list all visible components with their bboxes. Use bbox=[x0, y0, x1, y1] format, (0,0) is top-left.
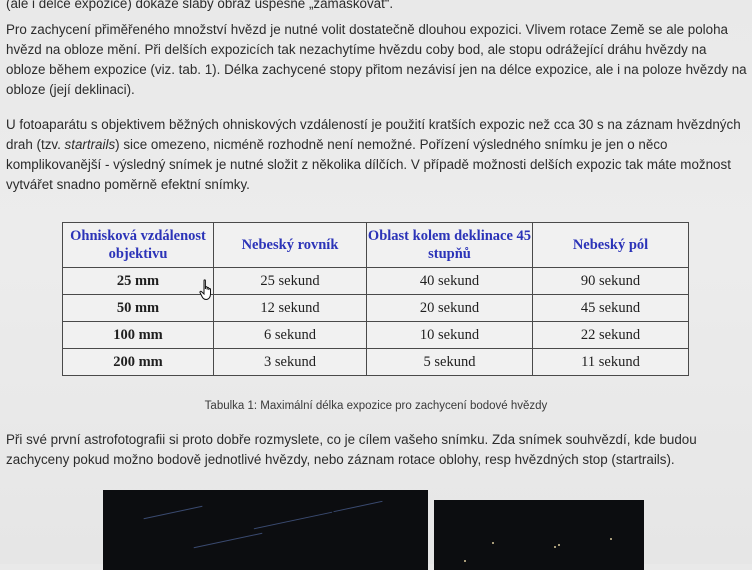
table-row bbox=[63, 322, 689, 349]
exposure-table-wrapper bbox=[62, 222, 689, 376]
header-declination-45: Oblast kolem deklinace 45 stupňů bbox=[367, 223, 533, 268]
star-points-image[interactable] bbox=[434, 500, 644, 570]
paragraph-startrails-part1: U fotoaparátu s objektivem běžných ohniskových vzdáleností je použití kratších expozic než cca 30 s na záznam hvězdných drah (tzv. bbox=[6, 117, 741, 152]
cell-focal-length: 25 mm bbox=[63, 268, 214, 295]
paragraph-exposure: Pro zachycení přiměřeného množství hvězd je nutné volit dostatečně dlouhou expozici. Vlivem rotace Země se ale poloha hvězd na obloze mění. Při delších expozicích tak nezachytíme hvězdu coby bod, ale stopu odrážející dráhu hvězdy na obloze během expozice (viz. tab. 1). Délka zachycené stopy přitom nezávisí jen na délce expozice, ale i na poloze hvězdy na obloze (její deklinaci). bbox=[6, 22, 747, 97]
header-celestial-equator: Nebeský rovník bbox=[214, 223, 367, 268]
cell-pole: 45 sekund bbox=[533, 295, 689, 322]
star-trails-image[interactable] bbox=[103, 490, 428, 570]
cell-equator: 12 sekund bbox=[214, 295, 367, 322]
paragraph-startrails bbox=[6, 115, 748, 195]
paragraph-advice: Při své první astrofotografii si proto dobře rozmyslete, co je cílem vašeho snímku. Zda snímek souhvězdí, kde budou zachyceny pokud možno bodově jednotlivé hvězdy, nebo záznam rotace oblohy, resp hvězdných stop (startrails). bbox=[6, 432, 697, 467]
paragraph-startrails-part2: ) sice omezeno, nicméně rozhodně není nemožné. Pořízení výsledného snímku je jen o něco komplikovanější - výsledný snímek je nutné složit z několika dílčích. V případě možnosti delších expozic tak máte možnost vytvářet snadno poměrně efektní snímky. bbox=[6, 137, 731, 192]
cell-equator: 3 sekund bbox=[214, 349, 367, 376]
table-row bbox=[63, 295, 689, 322]
cell-equator: 6 sekund bbox=[214, 322, 367, 349]
cell-pole: 11 sekund bbox=[533, 349, 689, 376]
header-celestial-pole: Nebeský pól bbox=[533, 223, 689, 268]
cell-declination-45: 10 sekund bbox=[367, 322, 533, 349]
table-caption: Tabulka 1: Maximální délka expozice pro zachycení bodové hvězdy bbox=[204, 400, 548, 412]
hand-pointer-icon bbox=[199, 279, 215, 301]
table-header-row bbox=[63, 223, 689, 268]
cell-declination-45: 40 sekund bbox=[367, 268, 533, 295]
startrails-term: startrails bbox=[64, 137, 116, 152]
cell-declination-45: 5 sekund bbox=[367, 349, 533, 376]
cell-pole: 90 sekund bbox=[533, 268, 689, 295]
cell-equator: 25 sekund bbox=[214, 268, 367, 295]
paragraph-intro-tail: (ale i délce expozice) dokáže slabý obraz úspěšně „zamaskovat“. bbox=[6, 0, 394, 11]
cell-focal-length: 100 mm bbox=[63, 322, 214, 349]
table-row bbox=[63, 349, 689, 376]
cell-focal-length: 50 mm bbox=[63, 295, 214, 322]
cell-focal-length: 200 mm bbox=[63, 349, 214, 376]
header-focal-length: Ohnisková vzdálenost objektivu bbox=[63, 223, 214, 268]
cell-pole: 22 sekund bbox=[533, 322, 689, 349]
cell-declination-45: 20 sekund bbox=[367, 295, 533, 322]
table-row bbox=[63, 268, 689, 295]
exposure-table bbox=[62, 222, 689, 376]
